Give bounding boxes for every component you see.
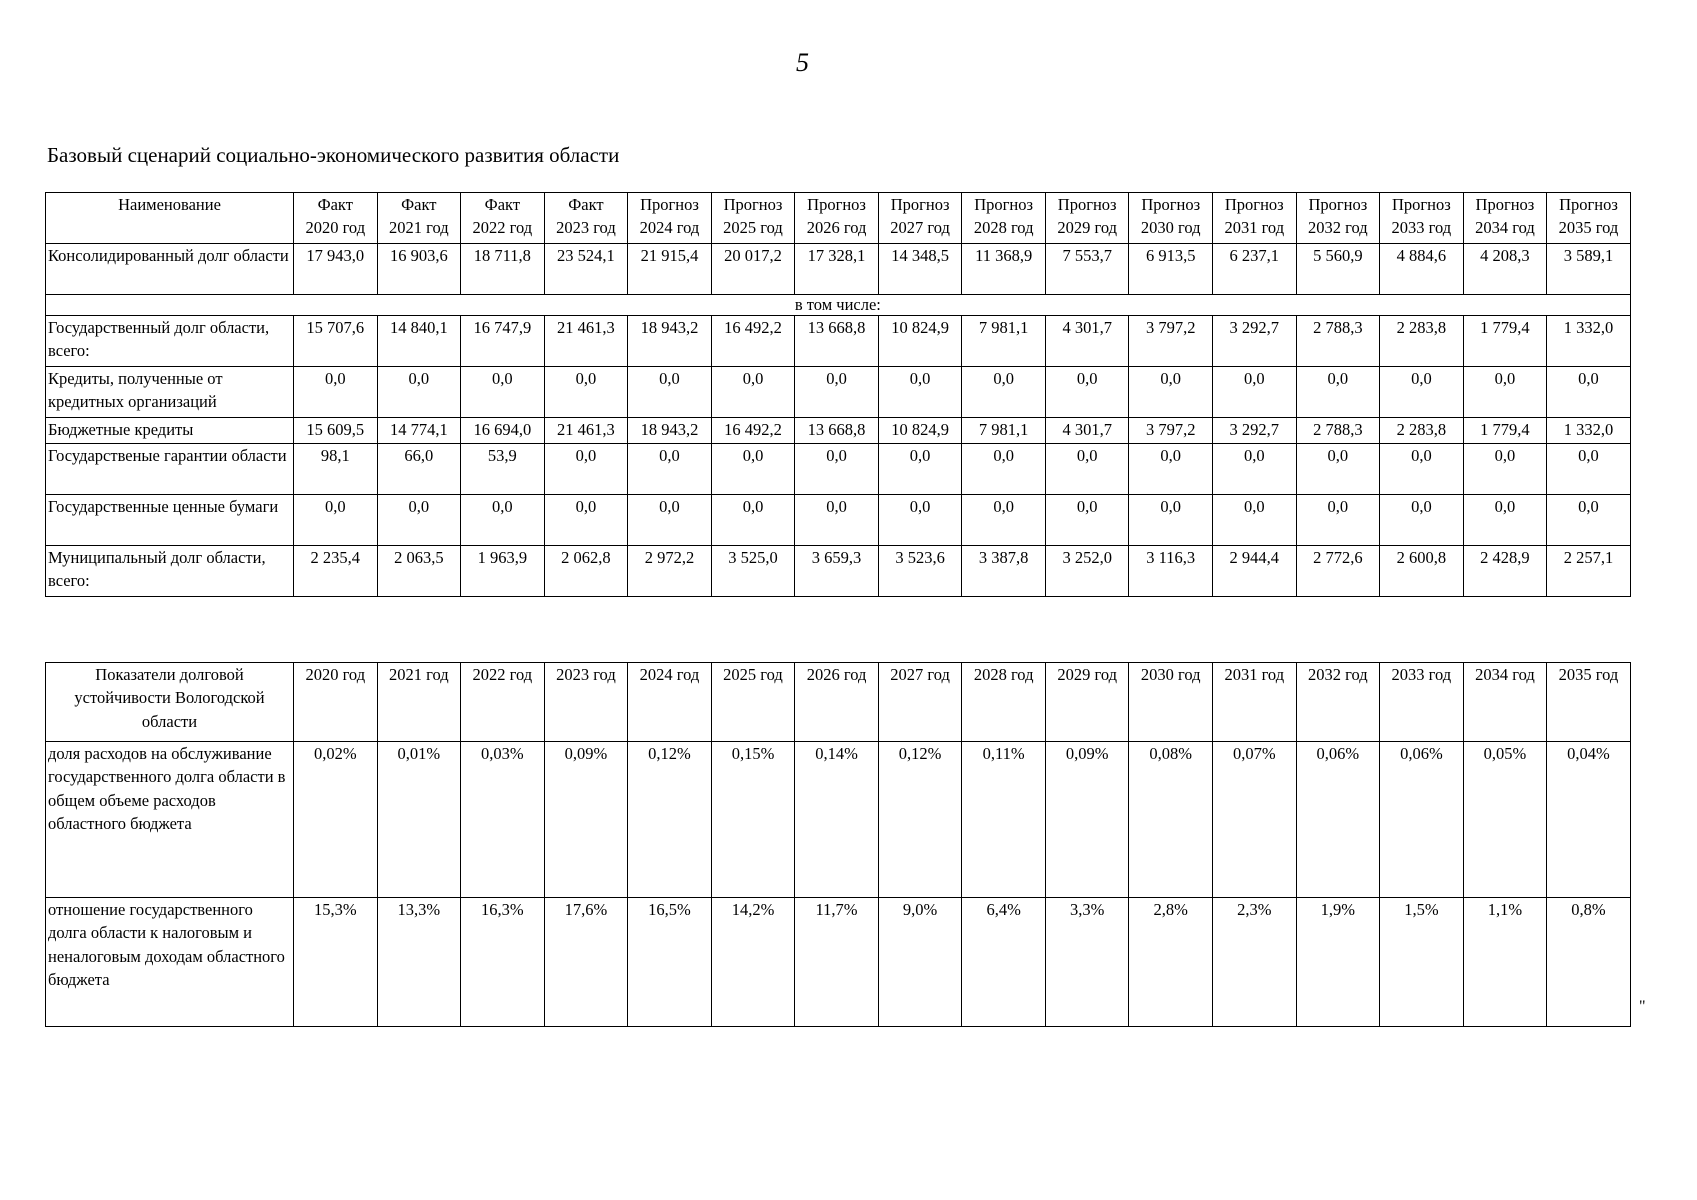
row-label: доля расходов на обслуживание государственного долга области в общем объеме расходов областного бюджета	[46, 742, 294, 898]
value-cell: 0,0	[1296, 367, 1380, 418]
value-cell: 0,0	[962, 444, 1046, 495]
value-cell: 18 943,2	[628, 418, 712, 444]
value-cell: 4 208,3	[1463, 244, 1547, 295]
value-cell: 14,2%	[711, 898, 795, 1027]
value-cell: 0,0	[628, 367, 712, 418]
value-cell: 1 779,4	[1463, 316, 1547, 367]
value-cell: 6,4%	[962, 898, 1046, 1027]
header-kind: Прогноз	[1391, 195, 1451, 214]
value-cell: 4 301,7	[1045, 418, 1129, 444]
column-header-year: 2020 год	[294, 663, 378, 742]
value-cell: 0,0	[1463, 444, 1547, 495]
value-cell: 0,02%	[294, 742, 378, 898]
column-header-year: 2022 год	[461, 663, 545, 742]
value-cell: 0,0	[1129, 495, 1213, 546]
value-cell: 0,0	[1296, 444, 1380, 495]
value-cell: 10 824,9	[878, 316, 962, 367]
value-cell: 0,03%	[461, 742, 545, 898]
value-cell: 15 609,5	[294, 418, 378, 444]
value-cell: 2,3%	[1213, 898, 1297, 1027]
value-cell: 0,0	[1463, 495, 1547, 546]
header-year: 2026 год	[806, 218, 867, 238]
value-cell: 0,08%	[1129, 742, 1213, 898]
column-header-year: 2026 год	[795, 663, 879, 742]
value-cell: 0,06%	[1296, 742, 1380, 898]
value-cell: 2 257,1	[1547, 546, 1631, 597]
value-cell: 2 428,9	[1463, 546, 1547, 597]
value-cell: 0,0	[878, 444, 962, 495]
column-header-year	[1463, 193, 1547, 244]
value-cell: 0,0	[1547, 495, 1631, 546]
table-row	[46, 546, 1631, 597]
value-cell: 7 553,7	[1045, 244, 1129, 295]
value-cell: 3 523,6	[878, 546, 962, 597]
value-cell: 3,3%	[1045, 898, 1129, 1027]
value-cell: 0,0	[294, 367, 378, 418]
column-header-year	[461, 193, 545, 244]
value-cell: 0,0	[795, 367, 879, 418]
closing-quote-mark: "	[1639, 998, 1646, 1015]
value-cell: 16 492,2	[711, 316, 795, 367]
value-cell: 3 525,0	[711, 546, 795, 597]
value-cell: 3 387,8	[962, 546, 1046, 597]
header-kind: Прогноз	[1141, 195, 1201, 214]
value-cell: 2 788,3	[1296, 418, 1380, 444]
table-row	[46, 444, 1631, 495]
column-header-year	[1380, 193, 1464, 244]
value-cell: 2 235,4	[294, 546, 378, 597]
value-cell: 21 461,3	[544, 316, 628, 367]
header-year: 2035 год	[1558, 218, 1619, 238]
column-header-year	[878, 193, 962, 244]
value-cell: 0,0	[461, 367, 545, 418]
column-header-year	[544, 193, 628, 244]
table-row	[46, 316, 1631, 367]
value-cell: 0,0	[711, 495, 795, 546]
value-cell: 0,0	[1129, 444, 1213, 495]
value-cell: 0,0	[878, 495, 962, 546]
value-cell: 23 524,1	[544, 244, 628, 295]
value-cell: 18 943,2	[628, 316, 712, 367]
value-cell: 3 292,7	[1213, 418, 1297, 444]
column-header-year	[962, 193, 1046, 244]
column-header-year: 2021 год	[377, 663, 461, 742]
value-cell: 16,5%	[628, 898, 712, 1027]
value-cell: 0,0	[795, 444, 879, 495]
header-year: 2021 год	[388, 218, 449, 238]
value-cell: 2 283,8	[1380, 316, 1464, 367]
value-cell: 4 884,6	[1380, 244, 1464, 295]
value-cell: 0,0	[1380, 367, 1464, 418]
value-cell: 0,0	[795, 495, 879, 546]
value-cell: 15,3%	[294, 898, 378, 1027]
value-cell: 21 915,4	[628, 244, 712, 295]
value-cell: 0,0	[711, 444, 795, 495]
header-kind: Факт	[317, 195, 353, 214]
value-cell: 0,11%	[962, 742, 1046, 898]
column-header-year: 2033 год	[1380, 663, 1464, 742]
value-cell: 13,3%	[377, 898, 461, 1027]
value-cell: 2 972,2	[628, 546, 712, 597]
row-label: Муниципальный долг области, всего:	[46, 546, 294, 597]
value-cell: 0,09%	[1045, 742, 1129, 898]
value-cell: 1 332,0	[1547, 418, 1631, 444]
table-row	[46, 244, 1631, 295]
value-cell: 0,09%	[544, 742, 628, 898]
value-cell: 0,14%	[795, 742, 879, 898]
table-header-row	[46, 193, 1631, 244]
header-kind: Факт	[484, 195, 521, 214]
row-label: Консолидированный долг области	[46, 244, 294, 295]
header-kind: Прогноз	[1475, 195, 1535, 214]
value-cell: 7 981,1	[962, 418, 1046, 444]
column-header-year: 2028 год	[962, 663, 1046, 742]
document-title: Базовый сценарий социально-экономического развития области	[47, 143, 620, 167]
header-kind: Прогноз	[640, 195, 699, 214]
row-label: Государственые гарантии области	[46, 444, 294, 495]
value-cell: 17,6%	[544, 898, 628, 1027]
value-cell: 3 797,2	[1129, 418, 1213, 444]
header-kind: Прогноз	[807, 195, 866, 214]
value-cell: 3 252,0	[1045, 546, 1129, 597]
column-header-year: 2025 год	[711, 663, 795, 742]
value-cell: 0,0	[377, 495, 461, 546]
table-row	[46, 898, 1631, 1027]
value-cell: 0,0	[1463, 367, 1547, 418]
column-header-year	[795, 193, 879, 244]
column-header-year	[628, 193, 712, 244]
row-label: отношение государственного долга области к налоговым и неналоговым доходам областного бюджета	[46, 898, 294, 1027]
value-cell: 4 301,7	[1045, 316, 1129, 367]
value-cell: 2 063,5	[377, 546, 461, 597]
value-cell: 7 981,1	[962, 316, 1046, 367]
value-cell: 2 283,8	[1380, 418, 1464, 444]
value-cell: 0,04%	[1547, 742, 1631, 898]
value-cell: 0,0	[711, 367, 795, 418]
value-cell: 0,0	[1380, 495, 1464, 546]
value-cell: 2 788,3	[1296, 316, 1380, 367]
value-cell: 3 797,2	[1129, 316, 1213, 367]
value-cell: 0,0	[1213, 495, 1297, 546]
value-cell: 0,07%	[1213, 742, 1297, 898]
value-cell: 14 774,1	[377, 418, 461, 444]
column-header-year: 2031 год	[1213, 663, 1297, 742]
value-cell: 17 328,1	[795, 244, 879, 295]
value-cell: 1 779,4	[1463, 418, 1547, 444]
value-cell: 0,0	[1547, 367, 1631, 418]
row-label: Бюджетные кредиты	[46, 418, 294, 444]
value-cell: 3 659,3	[795, 546, 879, 597]
value-cell: 0,0	[1129, 367, 1213, 418]
value-cell: 14 348,5	[878, 244, 962, 295]
value-cell: 16,3%	[461, 898, 545, 1027]
value-cell: 2 944,4	[1213, 546, 1297, 597]
value-cell: 0,0	[294, 495, 378, 546]
header-year: 2031 год	[1224, 218, 1285, 238]
header-kind: Факт	[401, 195, 437, 214]
value-cell: 0,8%	[1547, 898, 1631, 1027]
value-cell: 0,0	[878, 367, 962, 418]
value-cell: 16 747,9	[461, 316, 545, 367]
header-year: 2024 год	[639, 218, 700, 238]
column-header-year: 2027 год	[878, 663, 962, 742]
value-cell: 0,0	[1045, 444, 1129, 495]
header-year: 2032 год	[1308, 218, 1368, 238]
column-header-year: 2032 год	[1296, 663, 1380, 742]
value-cell: 0,0	[1380, 444, 1464, 495]
value-cell: 17 943,0	[294, 244, 378, 295]
table-row	[46, 742, 1631, 898]
value-cell: 0,0	[628, 495, 712, 546]
value-cell: 1,1%	[1463, 898, 1547, 1027]
debt-sustainability-table	[45, 662, 1631, 1027]
value-cell: 0,0	[1296, 495, 1380, 546]
row-label: Государственный долг области, всего:	[46, 316, 294, 367]
value-cell: 16 694,0	[461, 418, 545, 444]
value-cell: 1,5%	[1380, 898, 1464, 1027]
value-cell: 3 116,3	[1129, 546, 1213, 597]
table-row	[46, 418, 1631, 444]
column-header-year: 2030 год	[1129, 663, 1213, 742]
value-cell: 0,0	[1547, 444, 1631, 495]
value-cell: 1,9%	[1296, 898, 1380, 1027]
value-cell: 16 492,2	[711, 418, 795, 444]
header-year: 2028 год	[973, 218, 1034, 238]
value-cell: 14 840,1	[377, 316, 461, 367]
table-row	[46, 367, 1631, 418]
column-header-year	[1547, 193, 1631, 244]
header-kind: Прогноз	[1224, 195, 1284, 214]
value-cell: 13 668,8	[795, 418, 879, 444]
value-cell: 3 589,1	[1547, 244, 1631, 295]
value-cell: 0,0	[628, 444, 712, 495]
value-cell: 53,9	[461, 444, 545, 495]
value-cell: 98,1	[294, 444, 378, 495]
value-cell: 0,12%	[878, 742, 962, 898]
value-cell: 20 017,2	[711, 244, 795, 295]
column-header-year	[711, 193, 795, 244]
value-cell: 0,01%	[377, 742, 461, 898]
column-header-year: 2029 год	[1045, 663, 1129, 742]
column-header-year: 2023 год	[544, 663, 628, 742]
header-year: 2025 год	[723, 218, 783, 238]
value-cell: 0,0	[1213, 444, 1297, 495]
value-cell: 1 332,0	[1547, 316, 1631, 367]
table-row	[46, 495, 1631, 546]
value-cell: 11 368,9	[962, 244, 1046, 295]
column-header-name: Наименование	[46, 193, 294, 244]
value-cell: 5 560,9	[1296, 244, 1380, 295]
header-year: 2030 год	[1140, 218, 1201, 238]
value-cell: 0,0	[1045, 367, 1129, 418]
row-label: Кредиты, полученные от кредитных организаций	[46, 367, 294, 418]
column-header-year: 2035 год	[1547, 663, 1631, 742]
column-header-year	[377, 193, 461, 244]
column-header-year	[1129, 193, 1213, 244]
header-year: 2029 год	[1057, 218, 1118, 238]
value-cell: 13 668,8	[795, 316, 879, 367]
value-cell: 0,0	[1045, 495, 1129, 546]
value-cell: 0,0	[962, 367, 1046, 418]
value-cell: 6 913,5	[1129, 244, 1213, 295]
header-year: 2034 год	[1475, 218, 1535, 238]
column-header-year: 2024 год	[628, 663, 712, 742]
column-header-year	[1213, 193, 1297, 244]
value-cell: 0,06%	[1380, 742, 1464, 898]
value-cell: 6 237,1	[1213, 244, 1297, 295]
value-cell: 2 772,6	[1296, 546, 1380, 597]
value-cell: 0,0	[544, 444, 628, 495]
value-cell: 0,0	[1213, 367, 1297, 418]
value-cell: 0,0	[544, 367, 628, 418]
value-cell: 0,15%	[711, 742, 795, 898]
value-cell: 66,0	[377, 444, 461, 495]
value-cell: 2,8%	[1129, 898, 1213, 1027]
value-cell: 15 707,6	[294, 316, 378, 367]
subheader-label: в том числе:	[46, 295, 1631, 316]
header-year: 2020 год	[305, 218, 366, 238]
value-cell: 2 600,8	[1380, 546, 1464, 597]
value-cell: 0,0	[962, 495, 1046, 546]
subheader-row	[46, 295, 1631, 316]
value-cell: 0,12%	[628, 742, 712, 898]
value-cell: 9,0%	[878, 898, 962, 1027]
value-cell: 0,05%	[1463, 742, 1547, 898]
value-cell: 11,7%	[795, 898, 879, 1027]
column-header-year	[1045, 193, 1129, 244]
value-cell: 0,0	[377, 367, 461, 418]
header-year: 2023 год	[556, 218, 616, 238]
header-kind: Прогноз	[723, 195, 783, 214]
header-kind: Прогноз	[1308, 195, 1368, 214]
value-cell: 10 824,9	[878, 418, 962, 444]
header-kind: Прогноз	[974, 195, 1034, 214]
value-cell: 3 292,7	[1213, 316, 1297, 367]
header-kind: Факт	[568, 195, 604, 214]
column-header-name: Показатели долговой устойчивости Вологодской области	[46, 663, 294, 742]
header-year: 2022 год	[472, 218, 533, 238]
header-year: 2027 год	[890, 218, 950, 238]
row-label: Государственные ценные бумаги	[46, 495, 294, 546]
value-cell: 1 963,9	[461, 546, 545, 597]
value-cell: 18 711,8	[461, 244, 545, 295]
column-header-year	[1296, 193, 1380, 244]
header-kind: Прогноз	[1057, 195, 1117, 214]
value-cell: 0,0	[461, 495, 545, 546]
table-header-row	[46, 663, 1631, 742]
debt-table	[45, 192, 1631, 597]
value-cell: 0,0	[544, 495, 628, 546]
column-header-year: 2034 год	[1463, 663, 1547, 742]
page-number: 5	[796, 48, 809, 77]
column-header-year	[294, 193, 378, 244]
value-cell: 21 461,3	[544, 418, 628, 444]
value-cell: 16 903,6	[377, 244, 461, 295]
header-kind: Прогноз	[890, 195, 950, 214]
value-cell: 2 062,8	[544, 546, 628, 597]
header-year: 2033 год	[1391, 218, 1452, 238]
header-kind: Прогноз	[1559, 195, 1618, 214]
